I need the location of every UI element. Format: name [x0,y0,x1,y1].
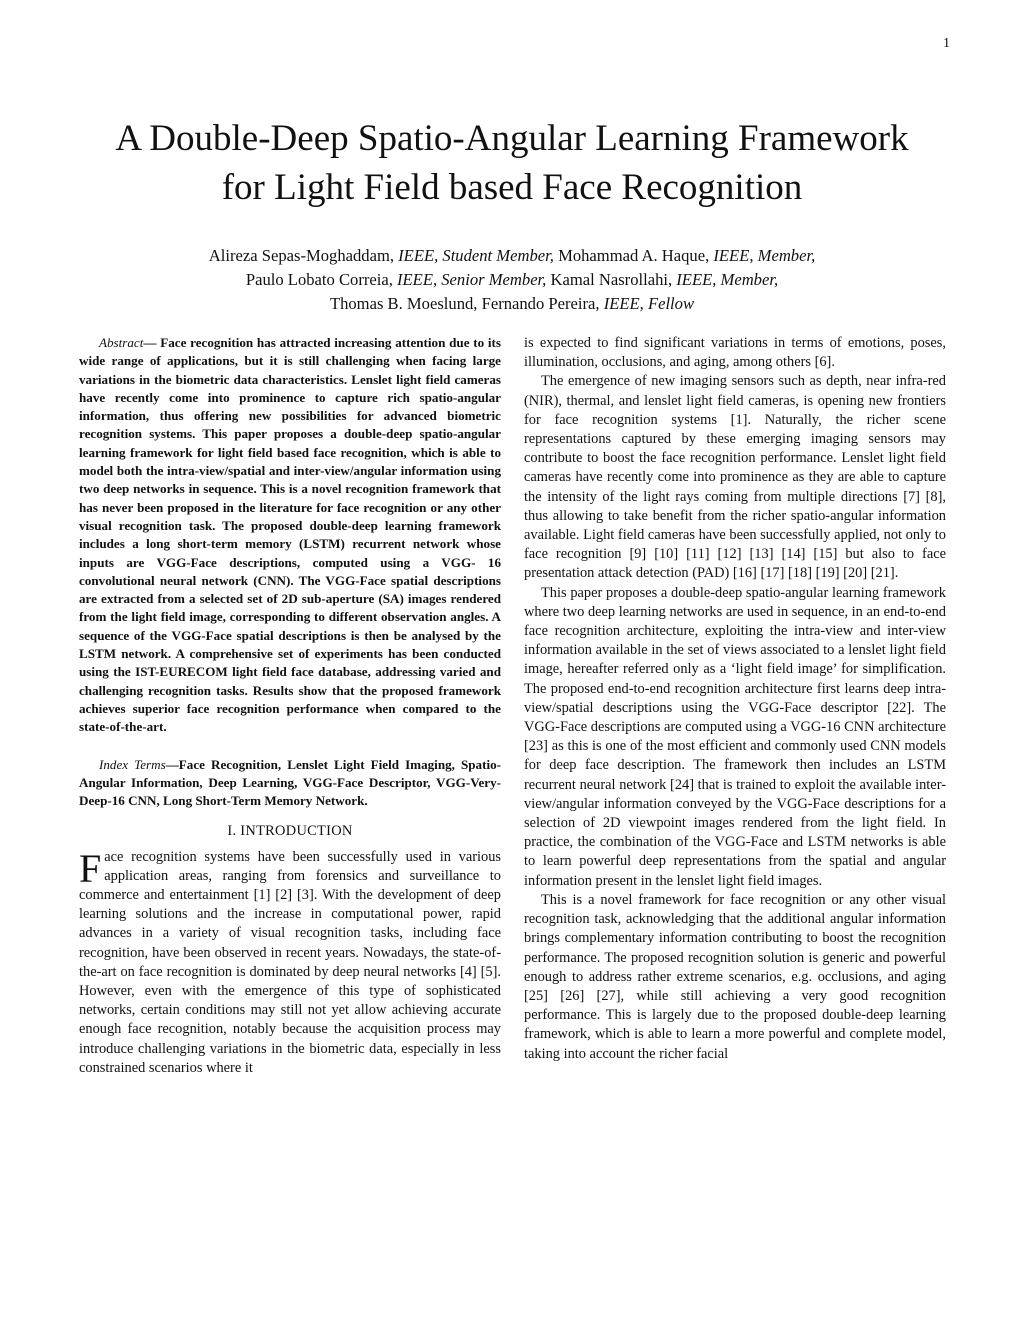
index-terms [79,756,501,811]
title-line-2: for Light Field based Face Recognition [221,167,803,208]
index-terms-label: Index Terms [99,756,166,772]
index-terms-body: —Face Recognition, Lenslet Light Field Imaging, Spatio-Angular Information, Deep Learning, VGG-Face Descriptor, VGG-Very-Deep-16 CNN, Long Short-Term Memory Network. [79,756,501,809]
drop-cap: F [79,845,102,891]
paper-title [40,114,984,212]
author-line-2: Paulo Lobato Correia, IEEE, Senior Member, Kamal Nasrollahi, IEEE, Member, [245,270,779,289]
intro-paragraph-1: Face recognition systems have been successfully used in various application areas, ranging from forensics and surveillance to commerce and entertainment [1] [2] [3]. With the development of deep learning solutions and the increase in computational power, rapid advances in a variety of visual recognition tasks, including face recognition, have been observed in recent years. Nowadays, the state-of-the-art on face recognition is dominated by deep neural networks [4] [5]. However, even with the emergence of this type of sophisticated networks, certain conditions may still not yet allow achieving accurate enough face recognition, notably because the acquisition process may introduce challenging variations in the biometric data, especially in less constrained scenarios where it [79,845,501,1076]
intro-paragraph-3: This paper proposes a double-deep spatio-angular learning framework where two deep learning networks are used in sequence, in an end-to-end face recognition architecture, exploiting the intra-view and inter-view information available in the set of views associated to a lenslet light field image, hereafter referred only as a ‘light field image’ for simplification. The proposed end-to-end recognition architecture first learns deep intra-view/spatial descriptions using the VGG-Face descriptor [22]. The VGG-Face descriptions are computed using a VGG-16 CNN architecture [23] as this is one of the most efficient and commonly used CNN models for deep face description. The framework then includes an LSTM recurrent neural network [24] that is trained to exploit the available inter-view/angular information conveyed by the VGG-Face descriptions for a selection of 2D viewpoint images rendered from the light field. In practice, the combination of the VGG-Face and LSTM networks is able to learn powerful deep representations from the spatial and angular information present in the lenslet light field images. [524,584,946,889]
author-line-3: Thomas B. Moeslund, Fernando Pereira, IEEE, Fellow [329,294,695,313]
left-column [79,334,501,1078]
intro-paragraph-4: This is a novel framework for face recognition or any other visual recognition task, acknowledging that the additional angular information brings complementary information contributing to boost the recognition performance. The proposed recognition solution is generic and powerful enough to address rather extreme scenarios, e.g. occlusions, and aging [25] [26] [27], while still achieving a very good recognition performance. This is largely due to the proposed double-deep learning framework, which is able to learn a more powerful and complete model, taking into account the richer facial [524,891,946,1062]
intro-paragraph-1-continued: is expected to find significant variations in terms of emotions, poses, illumination, occlusions, and aging, among others [6]. [524,335,946,371]
right-column [524,334,946,1064]
author-line-1: Alireza Sepas-Moghaddam, IEEE, Student Member, Mohammad A. Haque, IEEE, Member, [208,246,816,265]
section-heading-introduction: I. INTRODUCTION [227,823,353,840]
abstract [79,334,501,737]
title-line-1: A Double-Deep Spatio-Angular Learning Framework [115,118,909,159]
page-number: 1 [943,36,950,51]
intro-paragraph-2: The emergence of new imaging sensors such as depth, near infra-red (NIR), thermal, and lenslet light field cameras, is opening new frontiers for face recognition systems [1]. Naturally, the richer scene representations captured by these emerging imaging sensors may contribute to boost the face recognition performance. Lenslet light field cameras have recently come into prominence as they are able to capture the intensity of the light rays coming from multiple directions [7] [8], thus allowing to take benefit from the richer spatio-angular information available. Light field cameras have been successfully applied, not only to face recognition [9] [10] [11] [12] [13] [14] [15] but also to face presentation attack detection (PAD) [16] [17] [18] [19] [20] [21]. [524,373,946,582]
abstract-body: — Face recognition has attracted increasing attention due to its wide range of applications, but it is still challenging when facing large variations in the biometric data characteristics. Lenslet light field cameras have recently come into prominence to capture rich spatio-angular information, thus offering new possibilities for advanced biometric recognition systems. This paper proposes a double-deep spatio-angular learning framework for light field based face recognition, which is able to model both the intra-view/spatial and inter-view/angular information using two deep networks in sequence. This is a novel recognition framework that has never been proposed in the literature for face recognition or any other visual recognition task. The proposed double-deep learning framework includes a long short-term memory (LSTM) recurrent network whose inputs are VGG-Face descriptions, computed using a VGG- 16 convolutional neural network (CNN). The VGG-Face spatial descriptions are extracted from a selected set of 2D sub-aperture (SA) images rendered from the light field image, corresponding to different observation angles. A sequence of the VGG-Face spatial descriptions is then be analysed by the LSTM network. A comprehensive set of experiments has been conducted using the IST-EURECOM light field face database, addressing varied and challenging recognition tasks. Results show that the proposed framework achieves superior face recognition performance when compared to the state-of-the-art. [79,335,501,735]
abstract-label: Abstract [99,335,144,350]
author-list [40,244,984,316]
